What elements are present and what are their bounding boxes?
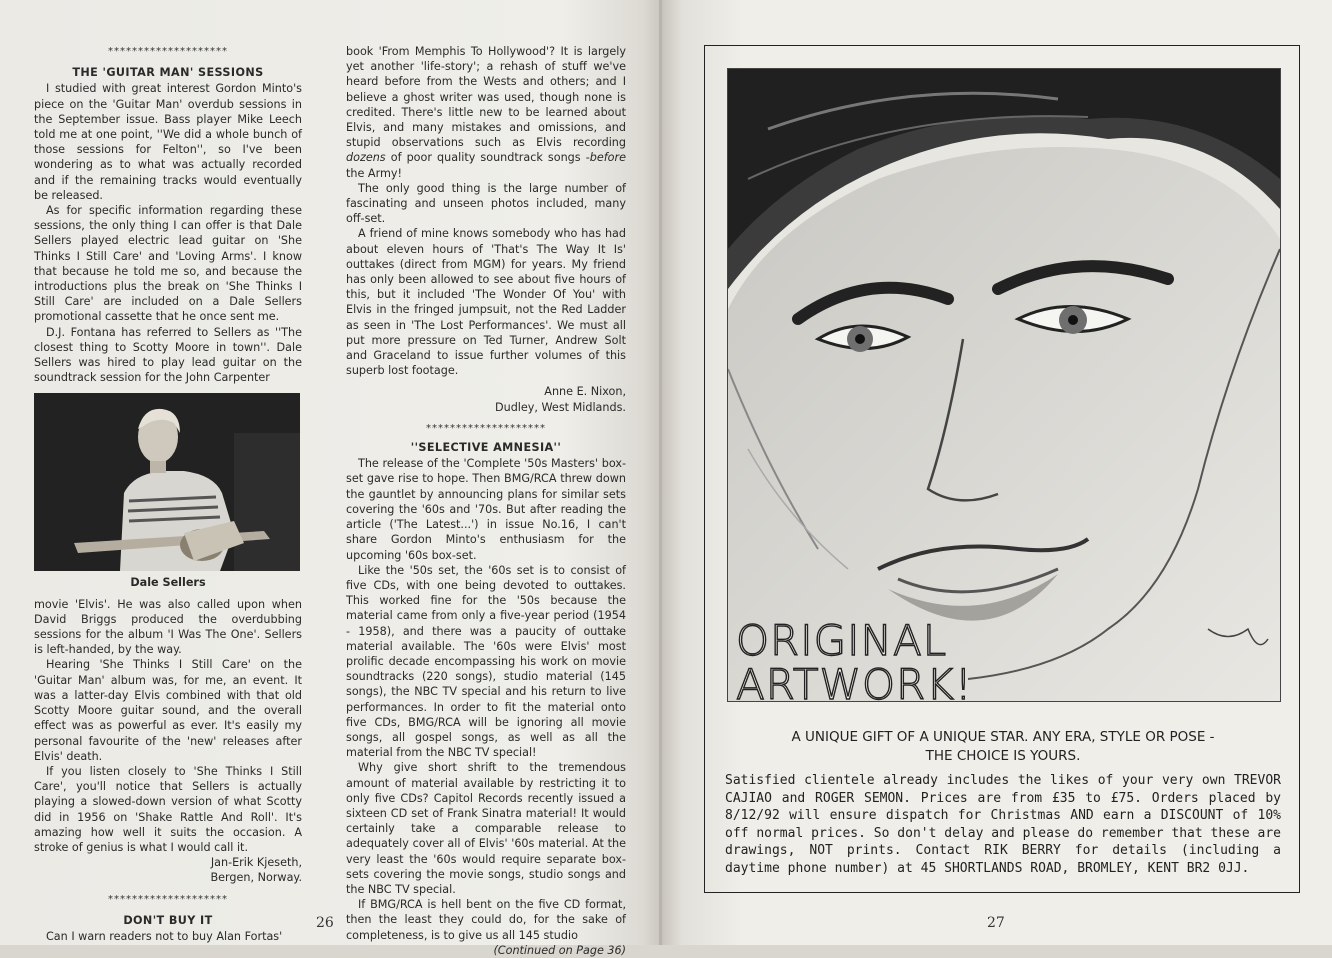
signature-name: Anne E. Nixon,: [544, 385, 626, 399]
paragraph: Can I warn readers not to buy Alan Fortas': [46, 929, 283, 943]
title-line: ORIGINAL: [736, 616, 948, 665]
text-run: the Army!: [346, 166, 402, 180]
paragraph: As for specific information regarding these sessions, the only thing I can offer is that Dale Sellers played electric lead guitar on 'She Thinks I Still Care' and 'Loving Arms'. I know that because he told me so, and because the introductions plus the break on 'She Thinks I Still Care' are included on a Dale Sellers promotional cassette that he once sent me.: [34, 204, 302, 324]
paragraph: movie 'Elvis'. He was also called upon when David Briggs produced the overdubbing sessions for the album 'I Was The One'. Sellers is left-handed, by the way.: [34, 597, 302, 657]
headline-line: THE CHOICE IS YOURS.: [925, 748, 1081, 764]
photo-caption: Dale Sellers: [130, 576, 206, 590]
page-number: 26: [316, 915, 334, 931]
emphasis-text: before: [589, 151, 626, 165]
right-page: [662, 0, 1332, 945]
paragraph: [346, 44, 626, 181]
ad-body-text: Satisfied clientele already includes the likes of your very own TREVOR CAJIAO and ROGER SEMON. Prices are from £35 to £75. Orders placed by 8/12/92 will ensure dispatch for Christmas AND earn a DISCOUNT of 10% off normal prices. So don't delay and please do remember that these are drawings, NOT prints. Contact RIK BERRY for details (including a daytime phone number) at 45 SHORTLANDS ROAD, BROMLEY, KENT BR2 0JJ.: [725, 773, 1281, 876]
paragraph: Like the '50s set, the '60s set is to consist of five CDs, with one being devoted to outtakes. This worked fine for the '50s because the material came from only a five-year period (1954 - 1958), and there was a paucity of outtake material available. The '60s were Elvis' most prolific decade encompassing his work on movie soundtracks (220 songs), studio material (145 songs), the NBC TV special and his return to live performances. In order to fit the material onto five CDs, BMG/RCA will be ignoring all movie songs, all gospel songs, as well as all the material from the NBC TV special!: [346, 563, 626, 760]
left-page: [0, 0, 662, 957]
paragraph: D.J. Fontana has referred to Sellers as ''The closest thing to Scotty Moore in town''. Dale Sellers was hired to play lead guitar on the soundtrack session for the John Carpenter: [34, 325, 302, 385]
paragraph: The only good thing is the large number of fascinating and unseen photos included, many off-set.: [346, 181, 626, 226]
signature-place: Dudley, West Midlands.: [495, 400, 626, 414]
section-heading-guitar-man: THE 'GUITAR MAN' SESSIONS: [72, 66, 264, 80]
left-column-2: [346, 44, 626, 958]
emphasis-text: dozens: [346, 151, 386, 165]
paragraph: Why give short shrift to the tremendous amount of material available by restricting it to only five CDs? Capitol Records recently issued a sixteen CD set of Frank Sinatra material! It would certainly take a comparable release to adequately cover all of Elvis' '60s material. At the very least the '60s would require separate box-sets covering the movie songs, studio songs and the NBC TV special.: [346, 761, 626, 896]
section-heading-selective-amnesia: ''SELECTIVE AMNESIA'': [410, 441, 562, 455]
text-run: book 'From Memphis To Hollywood'? It is largely yet another 'life-story'; a rehash of stuff we've heard before from the Wests and others; and I believe a ghost writer was used, though none is credited. There's little new to be learned about Elvis, and many mistakes and omissions, and stupid observations such as Elvis recording: [346, 45, 626, 150]
original-artwork-title: [736, 616, 973, 702]
continued-note: (Continued on Page 36): [493, 943, 626, 957]
section-heading-dont-buy-it: DON'T BUY IT: [123, 913, 213, 927]
title-line: ARTWORK!: [736, 660, 973, 702]
paragraph: Hearing 'She Thinks I Still Care' on the 'Guitar Man' album was, for me, an event. It was a latter-day Elvis combined with that old Scotty Moore guitar sound, and the overall effect was as powerful as ever. It's easily my personal favourite of the 'new' releases after Elvis' death.: [34, 658, 302, 763]
signature-place: Bergen, Norway.: [210, 871, 302, 885]
paragraph: A friend of mine knows somebody who has had about eleven hours of 'That's The Way It Is' outtakes (direct from MGM) for years. My friend has only been allowed to see about five hours of this, but it included 'The Wonder Of You' with Elvis in the fringed jumpsuit, not the Red Ladder as seen in 'The Lost Performances'. We must all put more pressure on Ted Turner, Andrew Solt and Graceland to issue further volumes of this superb lost footage.: [346, 227, 626, 378]
paragraph: If you listen closely to 'She Thinks I Still Care', you'll notice that Sellers is actually playing a slowed-down version of what Scotty did in 1956 on 'Shake Rattle And Roll'. It's amazing how well it suits the occasion. A stroke of genius is what I would call it.: [34, 764, 302, 854]
paragraph: If BMG/RCA is hell bent on the five CD format, then the least they could do, for the sake of completeness, is to give us all 145 studio: [346, 898, 626, 942]
separator-stars: ********************: [108, 46, 228, 57]
ad-headline: [725, 728, 1281, 766]
text-run: of poor quality soundtrack songs -: [390, 151, 590, 165]
headline-line: A UNIQUE GIFT OF A UNIQUE STAR. ANY ERA, STYLE OR POSE -: [791, 729, 1215, 745]
page-number: 27: [987, 915, 1005, 931]
left-column-1: [34, 44, 302, 944]
separator-stars: ********************: [426, 422, 546, 434]
signature-name: Jan-Erik Kjeseth,: [210, 856, 302, 870]
separator-stars: ********************: [108, 893, 228, 905]
advertisement-box: [704, 45, 1300, 893]
dale-sellers-photo: [34, 393, 300, 571]
elvis-portrait-artwork: [727, 68, 1281, 702]
paragraph: The release of the 'Complete '50s Masters' box-set gave rise to hope. Then BMG/RCA threw down the gauntlet by announcing plans for similar sets covering the '60s and '70s. But after reading the article ('The Latest...') in issue No.16, I can't share Gordon Minto's enthusiasm for the upcoming '60s box-set.: [346, 457, 626, 562]
paragraph: I studied with great interest Gordon Minto's piece on the 'Guitar Man' overdub sessions in the September issue. Bass player Mike Leech told me at one point, ''We did a whole bunch of those sessions for Felton'', so I've been wondering as to what was actually recorded and if the remaining tracks would eventually be released.: [34, 82, 302, 202]
